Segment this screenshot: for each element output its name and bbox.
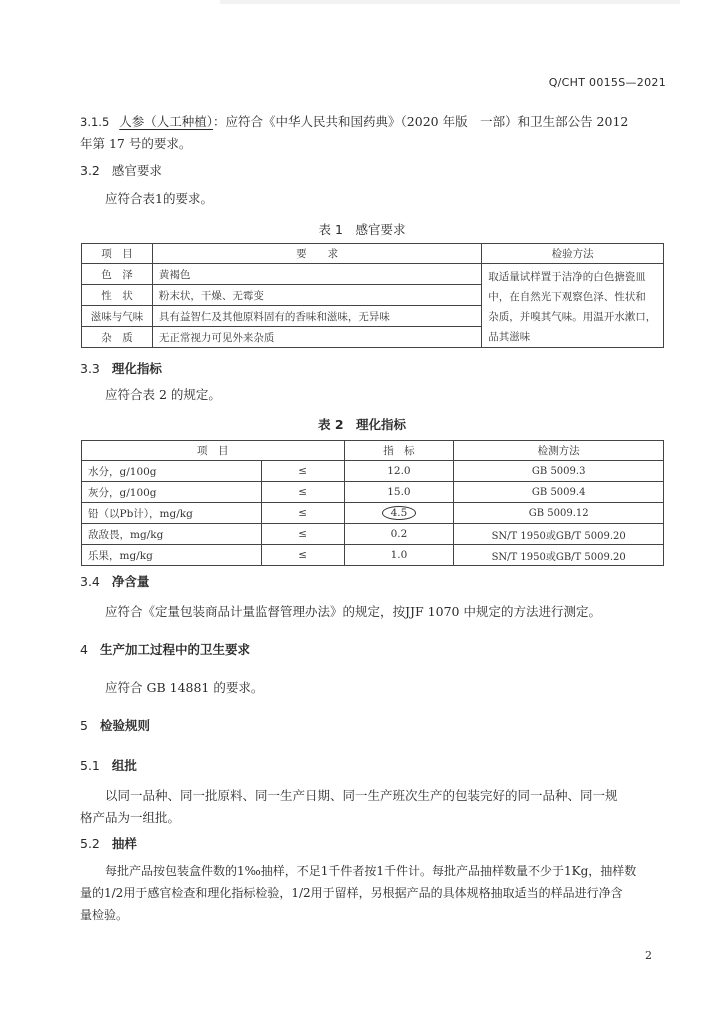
table-cell: 杂 质 <box>82 327 153 348</box>
table-cell: 灰分，g/100g <box>82 482 262 503</box>
section-5-1-line1: 以同一品种、同一批原料、同一生产日期、同一生产班次生产的包装完好的同一品种、同一规 <box>105 788 618 803</box>
method-line: 取适量试样置于洁净的白色搪瓷皿 <box>488 271 646 283</box>
clause-3-1-5 <box>80 112 628 130</box>
scan-artifact <box>220 0 680 4</box>
section-number: 3.2 <box>80 163 100 178</box>
table-cell: 12.0 <box>344 461 454 482</box>
section-title: 组批 <box>111 758 137 773</box>
table-cell: 水分，g/100g <box>82 461 262 482</box>
column-header: 项 目 <box>82 244 153 264</box>
table-cell: 15.0 <box>344 482 454 503</box>
table-cell: ≤ <box>261 482 344 503</box>
clause-number: 3.1.5 <box>80 115 110 129</box>
table-cell: SN/T 1950或GB/T 5009.20 <box>454 524 664 545</box>
underlined-term: 人参（人工种植） <box>119 114 214 129</box>
column-header: 项 目 <box>82 441 345 461</box>
table-cell: 1.0 <box>344 545 454 566</box>
table-cell: ≤ <box>261 461 344 482</box>
table-row <box>82 461 664 482</box>
standard-code: Q/CHT 0015S—2021 <box>548 76 666 89</box>
table-row <box>82 264 664 285</box>
section-title: 抽样 <box>111 836 137 851</box>
table-cell: 无正常视力可见外来杂质 <box>152 327 481 348</box>
table-cell: SN/T 1950或GB/T 5009.20 <box>454 545 664 566</box>
table-cell <box>344 503 454 524</box>
page-number: 2 <box>645 949 652 962</box>
section-title: 生产加工过程中的卫生要求 <box>99 642 250 657</box>
table-header-row <box>82 244 664 264</box>
section-5-2-line3: 量检验。 <box>80 908 129 922</box>
section-5-heading <box>80 716 150 734</box>
section-3-4-text: 应符合《定量包装商品计量监督管理办法》的规定，按JJF 1070 中规定的方法进行测定。 <box>105 604 601 619</box>
table-row <box>82 524 664 545</box>
section-title: 净含量 <box>111 574 150 589</box>
section-title: 理化指标 <box>111 361 162 376</box>
table-sensory <box>81 243 664 348</box>
table-cell: 性 状 <box>82 285 153 306</box>
section-4-text: 应符合 GB 14881 的要求。 <box>105 680 264 695</box>
section-3-4-heading <box>80 572 149 590</box>
table-physicochemical <box>81 440 664 566</box>
column-header: 检测方法 <box>454 441 664 461</box>
table-cell: 铅（以Pb计），mg/kg <box>82 503 262 524</box>
method-line: 杂质，并嗅其气味。用温开水漱口， <box>488 311 657 323</box>
table-cell: ≤ <box>261 524 344 545</box>
section-3-3-heading <box>80 359 162 377</box>
table-row <box>82 482 664 503</box>
method-line: 品其滋味 <box>488 331 531 343</box>
table1-caption: 表 1 感官要求 <box>318 222 406 237</box>
section-5-2-heading <box>80 834 137 852</box>
column-header: 检验方法 <box>482 244 664 264</box>
section-number: 3.4 <box>80 574 100 589</box>
table-cell: 色 泽 <box>82 264 153 285</box>
section-title: 检验规则 <box>99 718 150 733</box>
table2-caption: 表 2 理化指标 <box>317 417 407 432</box>
section-number: 3.3 <box>80 361 100 376</box>
table-row <box>82 503 664 524</box>
table-cell: GB 5009.3 <box>454 461 664 482</box>
table-cell: GB 5009.12 <box>454 503 664 524</box>
circled-value: 4.5 <box>382 506 417 520</box>
table-cell: 滋味与气味 <box>82 306 153 327</box>
method-line: 中，在自然光下观察色泽、性状和 <box>488 291 646 303</box>
table-cell: 粉末状，干燥、无霉变 <box>152 285 481 306</box>
section-3-2-heading <box>80 161 162 179</box>
table-cell: 敌敌畏，mg/kg <box>82 524 262 545</box>
clause-text: ：应符合《中华人民共和国药典》（2020 年版 一部）和卫生部公告 2012 <box>213 114 629 129</box>
section-5-2-line1: 每批产品按包装盒件数的1‰抽样，不足1千件者按1千件计。每批产品抽样数量不少于1Kg，抽样数 <box>105 864 637 878</box>
table-cell: 乐果，mg/kg <box>82 545 262 566</box>
table-row <box>82 545 664 566</box>
table-cell: 具有益智仁及其他原料固有的香味和滋味，无异味 <box>152 306 481 327</box>
section-number: 5.2 <box>80 836 100 851</box>
section-5-2-line2: 量的1/2用于感官检查和理化指标检验，1/2用于留样，另根据产品的具体规格抽取适当的样品进行净含 <box>80 886 623 900</box>
section-3-2-text: 应符合表1的要求。 <box>105 191 213 206</box>
column-header: 要 求 <box>152 244 481 264</box>
section-title: 感官要求 <box>111 163 162 178</box>
section-3-3-text: 应符合表 2 的规定。 <box>105 387 221 402</box>
method-cell <box>482 264 664 348</box>
table-cell: 黄褐色 <box>152 264 481 285</box>
table-cell: ≤ <box>261 503 344 524</box>
section-number: 5 <box>80 718 88 733</box>
table-cell: GB 5009.4 <box>454 482 664 503</box>
section-number: 5.1 <box>80 758 100 773</box>
table-cell: 0.2 <box>344 524 454 545</box>
section-4-heading <box>80 640 250 658</box>
column-header: 指 标 <box>344 441 454 461</box>
section-5-1-heading <box>80 756 137 774</box>
section-5-1-line2: 格产品为一组批。 <box>80 810 181 825</box>
table-cell: ≤ <box>261 545 344 566</box>
clause-3-1-5-line2: 年第 17 号的要求。 <box>80 136 192 151</box>
section-number: 4 <box>80 642 88 657</box>
table-header-row <box>82 441 664 461</box>
